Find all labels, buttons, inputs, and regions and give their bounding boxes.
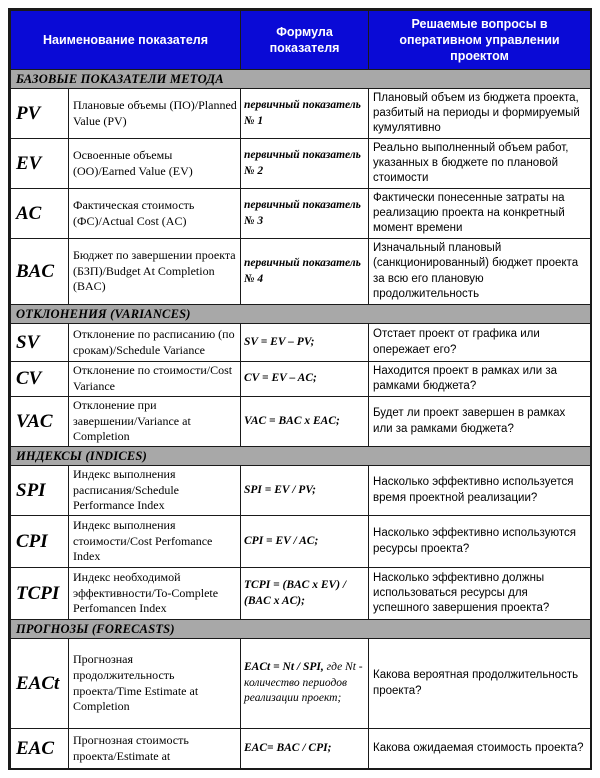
section-title: БАЗОВЫЕ ПОКАЗАТЕЛИ МЕТОДА [11, 70, 591, 89]
row-name: Отклонение при завершении/Variance at Completion [69, 397, 241, 447]
header-formula: Формула показателя [241, 11, 369, 70]
section-row-variances [11, 305, 591, 324]
table-row [11, 189, 591, 239]
row-question: Изначальный плановый (санкционированный) бюджет проекта за всю его плановую продолжительность [369, 239, 591, 305]
row-formula [241, 466, 369, 516]
row-question: Плановый объем из бюджета проекта, разбитый на периоды и формируемый кумулятивно [369, 89, 591, 139]
header-questions: Решаемые вопросы в оперативном управлении проектом [369, 11, 591, 70]
row-abbr: TCPI [11, 568, 69, 620]
row-abbr: AC [11, 189, 69, 239]
row-question: Фактически понесенные затраты на реализацию проекта на конкретный момент времени [369, 189, 591, 239]
row-name: Индекс выполнения расписания/Schedule Performance Index [69, 466, 241, 516]
indicator-table-frame [8, 8, 592, 770]
row-formula [241, 397, 369, 447]
formula-main: первичный показатель № 3 [244, 198, 361, 227]
formula-main: первичный показатель № 1 [244, 98, 361, 127]
row-formula [241, 189, 369, 239]
table-row [11, 639, 591, 729]
row-question: Отстает проект от графика или опережает его? [369, 324, 591, 362]
row-formula [241, 362, 369, 397]
row-question: Какова вероятная продолжительность проекта? [369, 639, 591, 729]
row-formula [241, 239, 369, 305]
row-name: Фактическая стоимость (ФС)/Actual Cost (AC) [69, 189, 241, 239]
formula-main: CPI = EV / AC; [244, 534, 319, 547]
row-abbr: EAC [11, 729, 69, 769]
row-name: Отклонение по стоимости/Cost Variance [69, 362, 241, 397]
table-row [11, 516, 591, 568]
row-question: Будет ли проект завершен в рамках или за рамками бюджета? [369, 397, 591, 447]
section-row-indices [11, 447, 591, 466]
row-question: Какова ожидаемая стоимость проекта? [369, 729, 591, 769]
table-row [11, 139, 591, 189]
row-formula [241, 639, 369, 729]
row-name: Индекс необходимой эффективности/To-Complete Perfomancen Index [69, 568, 241, 620]
table-row [11, 324, 591, 362]
table-row [11, 729, 591, 769]
row-name: Плановые объемы (ПО)/Planned Value (PV) [69, 89, 241, 139]
section-title: ИНДЕКСЫ (INDICES) [11, 447, 591, 466]
table-row [11, 239, 591, 305]
row-name: Индекс выполнения стоимости/Cost Perfomance Index [69, 516, 241, 568]
formula-main: EAC= BAC / CPI; [244, 741, 332, 754]
row-abbr: SV [11, 324, 69, 362]
section-row-base [11, 70, 591, 89]
table-header-row [11, 11, 591, 70]
row-abbr: CV [11, 362, 69, 397]
row-name: Прогнозная стоимость проекта/Estimate at [69, 729, 241, 769]
indicator-table [10, 10, 591, 769]
row-abbr: VAC [11, 397, 69, 447]
section-title: ОТКЛОНЕНИЯ (VARIANCES) [11, 305, 591, 324]
row-question: Реально выполненный объем работ, указанных в бюджете по плановой стоимости [369, 139, 591, 189]
row-formula [241, 89, 369, 139]
row-question: Насколько эффективно используется время проектной реализации? [369, 466, 591, 516]
formula-main: первичный показатель № 4 [244, 256, 361, 285]
row-question: Насколько эффективно используются ресурсы проекта? [369, 516, 591, 568]
row-formula [241, 729, 369, 769]
table-row [11, 89, 591, 139]
formula-main: EACt = Nt / SPI, [244, 661, 324, 674]
row-abbr: SPI [11, 466, 69, 516]
table-row [11, 568, 591, 620]
row-abbr: EACt [11, 639, 69, 729]
row-question: Находится проект в рамках или за рамками бюджета? [369, 362, 591, 397]
formula-main: TCPI = (BAC x EV) / (BAC x AC); [244, 578, 347, 607]
formula-main: CV = EV – AC; [244, 372, 317, 385]
row-abbr: PV [11, 89, 69, 139]
table-row [11, 397, 591, 447]
row-formula [241, 139, 369, 189]
row-formula [241, 568, 369, 620]
formula-main: SV = EV – PV; [244, 335, 315, 348]
row-formula [241, 516, 369, 568]
formula-main: первичный показатель № 2 [244, 148, 361, 177]
row-name: Прогнозная продолжительность проекта/Time Estimate at Completion [69, 639, 241, 729]
formula-note: где Nt - количество периодов реализации проект; [244, 661, 363, 705]
section-title: ПРОГНОЗЫ (FORECASTS) [11, 620, 591, 639]
section-row-forecasts [11, 620, 591, 639]
row-name: Бюджет по завершении проекта (БЗП)/Budget At Completion (BAC) [69, 239, 241, 305]
row-name: Освоенные объемы (ОО)/Earned Value (EV) [69, 139, 241, 189]
formula-main: SPI = EV / PV; [244, 483, 316, 496]
row-formula [241, 324, 369, 362]
row-abbr: BAC [11, 239, 69, 305]
row-question: Насколько эффективно должны использоваться ресурсы для успешного завершения проекта? [369, 568, 591, 620]
row-name: Отклонение по расписанию (по срокам)/Schedule Variance [69, 324, 241, 362]
table-row [11, 362, 591, 397]
header-name: Наименование показателя [11, 11, 241, 70]
row-abbr: EV [11, 139, 69, 189]
row-abbr: CPI [11, 516, 69, 568]
table-row [11, 466, 591, 516]
formula-main: VAC = BAC x EAC; [244, 414, 340, 427]
